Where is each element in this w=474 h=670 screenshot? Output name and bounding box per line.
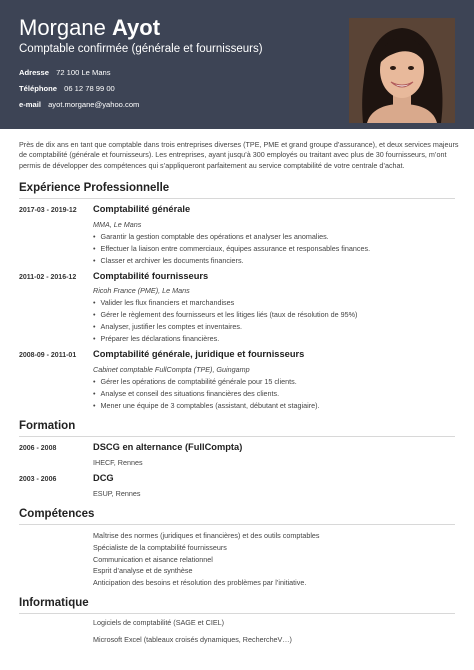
section-divider (19, 613, 455, 614)
section-divider (19, 198, 455, 199)
it-item: Microsoft Excel (tableaux croisés dynamiques, RechercheV…) (93, 635, 292, 644)
education-title: DSCG en alternance (FullCompta) (93, 442, 243, 452)
job-company: Cabinet comptable FullCompta (TPE), Guingamp (93, 365, 250, 374)
job-bullet: • Analyse et conseil des situations financières des clients. (93, 389, 279, 398)
address-value: 72 100 Le Mans (56, 68, 111, 77)
job-title: Comptabilité générale (93, 204, 191, 214)
email-label: e-mail (19, 100, 41, 109)
candidate-name (19, 15, 160, 41)
job-dates: 2008-09 - 2011-01 (19, 352, 77, 359)
it-item: Logiciels de comptabilité (SAGE et CIEL) (93, 618, 225, 627)
phone-label: Téléphone (19, 84, 57, 93)
education-dates: 2006 - 2008 (19, 445, 57, 452)
section-divider (19, 524, 455, 525)
section-divider (19, 436, 455, 437)
contact-address (19, 68, 111, 77)
profile-summary: Près de dix ans en tant que comptable dans trois entreprises diverses (TPE, PME et grand groupe d’assurance), et deux services majeurs de comptabilité (générale et fournisseurs). Les entreprises, ayant jusqu’à 300 employés ou traitant avec plus de 30 fournisseurs, m’ont permis de développer des compétences qui s’appliqueront parfaitement au service comptabilité de votre centrale d’achat. (19, 140, 459, 170)
job-bullet: • Effectuer la liaison entre commerciaux, équipes assurance et responsables finances. (93, 244, 370, 253)
job-dates: 2017-03 - 2019-12 (19, 207, 77, 214)
skills-section-title: Compétences (19, 508, 95, 520)
job-dates: 2011-02 - 2016-12 (19, 274, 77, 281)
address-label: Adresse (19, 68, 49, 77)
skill-item: Esprit d’analyse et de synthèse (93, 566, 193, 575)
job-title: Comptable confirmée (générale et fournisseurs) (19, 43, 263, 55)
job-bullet: • Préparer les déclarations financières. (93, 334, 219, 343)
resume-header (0, 0, 474, 129)
education-section-title: Formation (19, 420, 76, 432)
education-school: IHECF, Rennes (93, 458, 143, 467)
job-company: Ricoh France (PME), Le Mans (93, 286, 190, 295)
skill-item: Communication et aisance relationnel (93, 555, 213, 564)
job-bullet: • Classer et archiver les documents financiers. (93, 256, 244, 265)
job-bullet: • Mener une équipe de 3 comptables (assistant, débutant et stagiaire). (93, 401, 319, 410)
phone-value: 06 12 78 99 00 (64, 84, 115, 93)
job-bullet: • Garantir la gestion comptable des opérations et analyser les anomalies. (93, 232, 329, 241)
first-name: Morgane (19, 15, 106, 40)
skill-item: Spécialiste de la comptabilité fournisseurs (93, 543, 227, 552)
job-bullet: • Valider les flux financiers et marchandises (93, 298, 234, 307)
education-school: ESUP, Rennes (93, 489, 141, 498)
email-value[interactable]: ayot.morgane@yahoo.com (48, 100, 140, 109)
education-dates: 2003 - 2006 (19, 476, 57, 483)
experience-section-title: Expérience Professionnelle (19, 182, 170, 194)
job-title: Comptabilité générale, juridique et fournisseurs (93, 349, 305, 359)
skill-item: Maîtrise des normes (juridiques et financières) et des outils comptables (93, 531, 320, 540)
job-company: MMA, Le Mans (93, 220, 142, 229)
last-name: Ayot (111, 15, 161, 40)
education-title: DCG (93, 473, 114, 483)
profile-photo (349, 18, 455, 123)
job-bullet: • Gérer les opérations de comptabilité générale pour 15 clients. (93, 377, 297, 386)
job-title: Comptabilité fournisseurs (93, 271, 209, 281)
contact-email (19, 100, 139, 109)
job-bullet: • Gérer le règlement des fournisseurs et les litiges liés (taux de résolution de 95%) (93, 310, 357, 319)
contact-phone (19, 84, 115, 93)
job-bullet: • Analyser, justifier les comptes et inventaires. (93, 322, 242, 331)
skill-item: Anticipation des besoins et résolution des problèmes par l’initiative. (93, 578, 307, 587)
it-section-title: Informatique (19, 597, 89, 609)
